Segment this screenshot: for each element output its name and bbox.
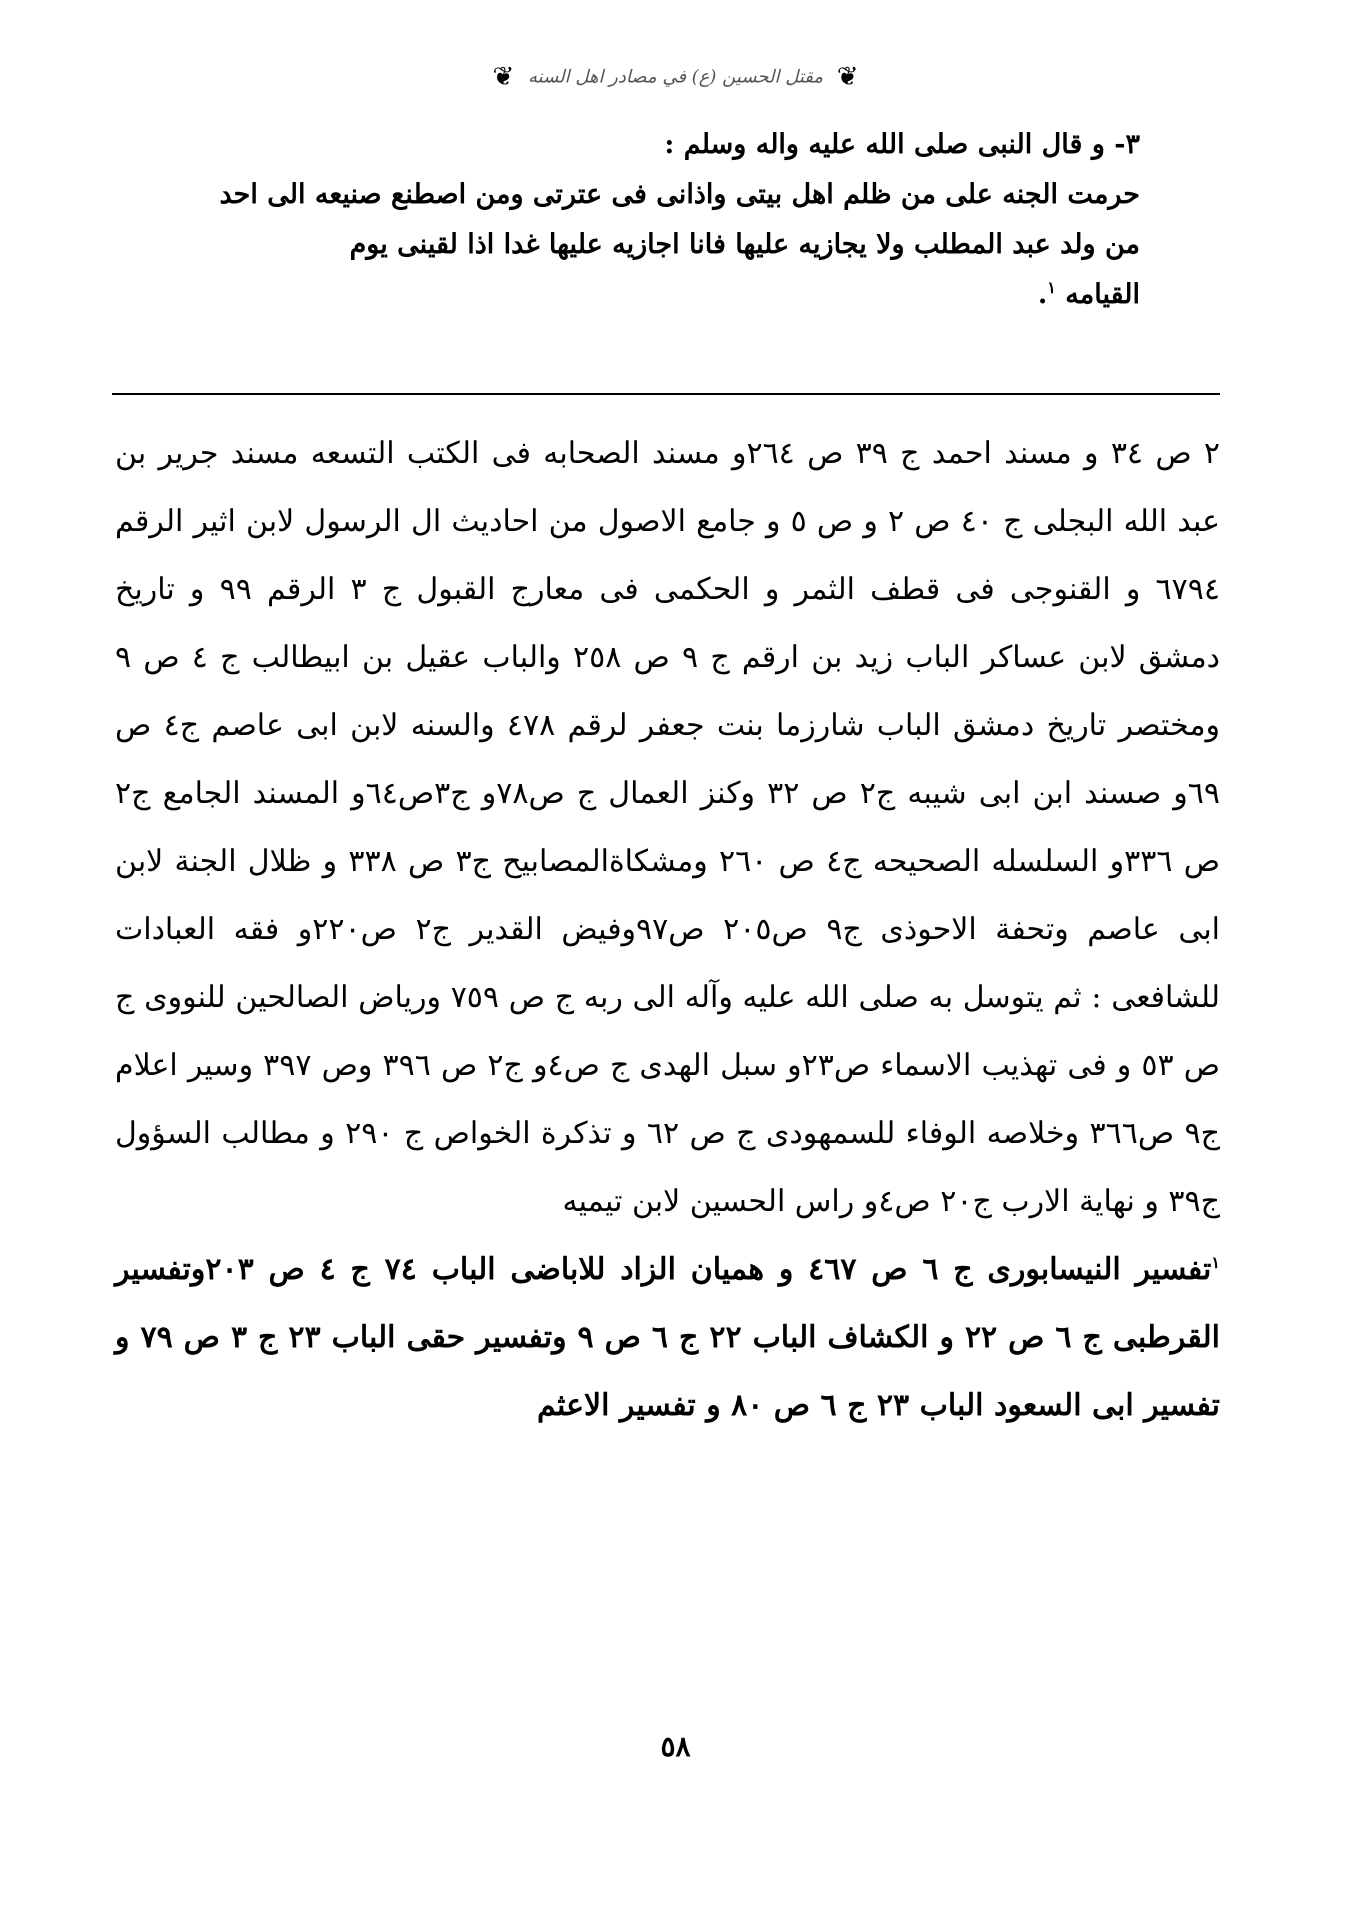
footnote-ref[interactable]: ١ [1047,278,1056,297]
footnote-1-marker: ١ [1211,1253,1220,1272]
page-number: ٥٨ [660,1730,691,1763]
hadith-line-1: حرمت الجنه على من ظلم اهل بيتى واذانى فى عترتى ومن اصطنع صنيعه الى احد [219,179,1140,210]
main-text [140,120,1140,320]
hadith-line-2: من ولد عبد المطلب ولا يجازيه عليها فانا اجازيه عليها غدا اذا لقينى يوم [349,229,1140,260]
footnote-continued: ٢ ص ٣٤ و مسند احمد ج ٣٩ ص ٢٦٤و مسند الصحابه فى الكتب التسعه مسند جرير بن عبد الله البجلى ج ٤٠ ص ٢ و ص ٥ و جامع الاصول من احاديث ال الرسول لابن اثير الرقم ٦٧٩٤ و القنوجى فى قطف الثمر و الحكمى فى معارج القبول ج ٣ الرقم ٩٩ و تاريخ دمشق لابن عساكر الباب زيد بن ارقم ج ٩ ص ٢٥٨ والباب عقيل بن ابيطالب ج ٤ ص ٩ ومختصر تاريخ دمشق الباب شارزما بنت جعفر لرقم ٤٧٨ والسنه لابن ابى عاصم ج٤ ص ٦٩و صسند ابن ابى شيبه ج٢ ص ٣٢ وكنز العمال ج ص٧٨و ج٣ص٦٤و المسند الجامع ج٢ ص ٣٣٦و السلسله الصحيحه ج٤ ص ٢٦٠ ومشكاةالمصابيح ج٣ ص ٣٣٨ و ظلال الجنة لابن ابى عاصم وتحفة الاحوذى ج٩ ص٢٠٥ ص٩٧وفيض القدير ج٢ ص٢٢٠و فقه العبادات للشافعى : ثم يتوسل به صلى الله عليه وآله الى ربه ج ص ٧٥٩ ورياض الصالحين للنووى ج ص ٥٣ و فى تهذيب الاسماء ص٢٣و سبل الهدى ج ص٤و ج٢ ص ٣٩٦ وص ٣٩٧ وسير اعلام ج٩ ص٣٦٦ وخلاصه الوفاء للسمهودى ج ص ٦٢ و تذكرة الخواص ج ٢٩٠ و مطالب السؤول ج٣٩ و نهاية الارب ج٢٠ ص٤و راس الحسين لابن تيميه [115,436,1221,1219]
hadith-end-word: القيامه [1065,279,1140,310]
hadith-number-label: ٣- و قال النبى صلى الله عليه واله وسلم : [664,129,1140,160]
footnote-1 [115,1236,1220,1440]
footnotes [115,420,1220,1440]
hadith-end-punct: . [1037,279,1048,310]
footnote-1-text: تفسير النيسابورى ج ٦ ص ٤٦٧ و هميان الزاد للاباضى الباب ٧٤ ج ٤ ص ٢٠٣وتفسير القرطبى ج ٦ ص ٢٢ و الكشاف الباب ٢٢ ج ٦ ص ٩ وتفسير حقى الباب ٢٣ ج ٣ ص ٧٩ و تفسير ابى السعود الباب ٢٣ ج ٦ ص ٨٠ و تفسير الاعثم [115,1252,1220,1423]
hadith-line-3 [212,270,1140,320]
header-title: مقتل الحسين (ع) في مصادر اهل السنه [527,66,824,88]
ornament-left-icon: ❦ [492,62,515,92]
footnote-separator [112,393,1220,395]
running-header [0,62,1351,92]
ornament-right-icon: ❦ [836,62,859,92]
